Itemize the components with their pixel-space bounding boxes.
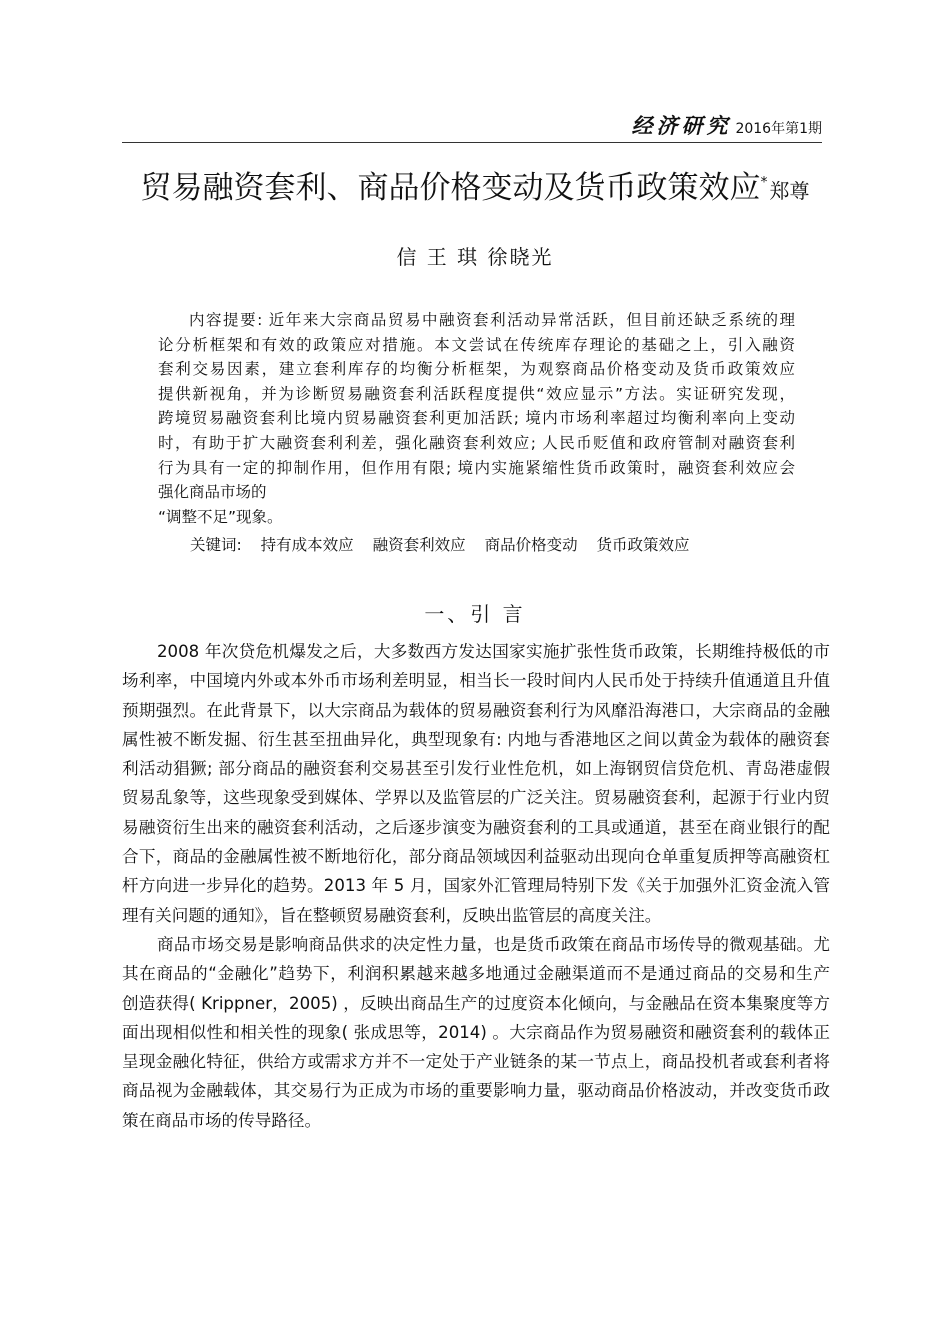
text-line: 商品市场交易是影响商品供求的决定性力量，也是货币政策在商品市场传导的微观基础。尤: [157, 934, 830, 954]
text-line: 贸易乱象等，这些现象受到媒体、学界以及监管层的广泛关注。贸易融资套利，起源于行业内贸: [122, 788, 830, 808]
keyword: 融资套利效应: [372, 536, 466, 554]
text-line: “调整不足”现象。: [158, 507, 283, 526]
footnote-mark[interactable]: *: [760, 174, 768, 191]
text-line: 易融资衍生出来的融资套利活动，之后逐步演变为融资套利的工具或通道，甚至在商业银行的配: [122, 817, 830, 837]
running-header: [122, 110, 822, 143]
authors: 信 王 琪 徐晓光: [396, 245, 554, 269]
text-line: 时，有助于扩大融资套利利差，强化融资套利效应; 人民币贬值和政府管制对融资套利: [158, 433, 795, 452]
text-line: 2008 年次贷危机爆发之后，大多数西方发达国家实施扩张性货币政策，长期维持极低的市: [157, 642, 830, 661]
text-line: 论分析框架和有效的政策应对措施。本文尝试在传统库存理论的基础之上，引入融资: [158, 335, 795, 354]
article-title: [0, 162, 950, 207]
text-line: 内容提要: 近年来大宗商品贸易中融资套利活动异常活跃，但目前还缺乏系统的理: [189, 311, 795, 329]
text-line: 商品视为金融载体，其交易行为正成为市场的重要影响力量，驱动商品价格波动，并改变货币政: [122, 1081, 830, 1101]
text-line: 行为具有一定的抑制作用，但作用有限; 境内实施紧缩性货币政策时，融资套利效应会: [158, 458, 795, 477]
text-line: 强化商品市场的: [158, 483, 267, 502]
text-line: 跨境贸易融资套利比境内贸易融资套利更加活跃; 境内市场利率超过均衡利率向上变动: [158, 409, 795, 428]
issue-number: 2016年第1期: [735, 121, 822, 137]
text-line: 策在商品市场的传导路径。: [122, 1110, 322, 1130]
text-line: 呈现金融化特征，供给方或需求方并不一定处于产业链条的某一节点上，商品投机者或套利者将: [122, 1052, 830, 1072]
body-text: [122, 637, 830, 1135]
text-line: 套利交易因素，建立套利库存的均衡分析框架，为观察商品价格变动及货币政策效应: [158, 360, 795, 379]
text-line: 创造获得( Krippner，2005) ，反映出商品生产的过度资本化倾向，与金融品在资本集聚度等方: [122, 993, 830, 1013]
text-line: 属性被不断发掘、衍生甚至扭曲异化，典型现象有: 内地与香港地区之间以黄金为载体的融资套: [122, 729, 830, 749]
text-line: 合下，商品的金融属性被不断地衍化，部分商品领域因利益驱动出现向仓单重复质押等高融资杠: [122, 847, 830, 867]
title-affiliation: 郑尊: [769, 179, 810, 203]
text-line: 理有关问题的通知》，旨在整顿贸易融资套利，反映出监管层的高度关注。: [122, 905, 662, 925]
abstract: [158, 308, 795, 529]
keywords-label: 关键词:: [190, 536, 242, 554]
text-line: 面出现相似性和相关性的现象( 张成思等，2014) 。大宗商品作为贸易融资和融资套利的载体正: [122, 1022, 830, 1042]
journal-logo: 经济研究: [631, 113, 732, 138]
text-line: 提供新视角，并为诊断贸易融资套利活跃程度提供“效应显示”方法。实证研究发现，: [158, 384, 795, 403]
text-line: 场利率，中国境内外或本外币市场利差明显，相当长一段时间内人民币处于持续升值通道且升值: [122, 671, 830, 691]
text-line: 预期强烈。在此背景下，以大宗商品为载体的贸易融资套利行为风靡沿海港口，大宗商品的金融: [122, 700, 830, 720]
text-line: 杆方向进一步异化的趋势。2013 年 5 月，国家外汇管理局特别下发《关于加强外汇资金流入管: [122, 876, 830, 896]
text-line: 利活动猖獗; 部分商品的融资套利交易甚至引发行业性危机，如上海钢贸信贷危机、青岛港虚假: [122, 759, 830, 779]
keyword: 商品价格变动: [484, 536, 578, 554]
section-heading: 一、引 言: [424, 602, 526, 626]
title-text: 贸易融资套利、商品价格变动及货币政策效应: [140, 170, 761, 206]
keyword: 货币政策效应: [596, 536, 690, 554]
text-line: 其在商品的“金融化”趋势下，利润积累越来越多地通过金融渠道而不是通过商品的交易和生产: [122, 964, 830, 984]
keywords: [190, 533, 704, 555]
keyword: 持有成本效应: [260, 536, 354, 554]
